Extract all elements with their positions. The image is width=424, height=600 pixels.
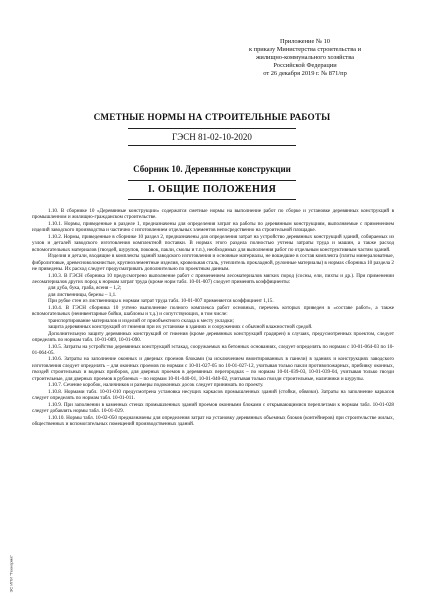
paragraph: 1.10.5. Затраты на устройство деревянных конструкций эстакад, сооружаемых на бетонных основаниях, следует определять по нормам с 10-01-064-03 по 10-01-064-05. (32, 343, 394, 356)
paragraph: защита деревянных конструкций от гниения при их установке в зданиях и сооружениях с обычной влажностной средой. (48, 324, 313, 331)
paragraph: для дуба, бука, граба, ясеня – 1,2; (48, 285, 122, 292)
appendix-line: жилищно-коммунального хозяйства (256, 54, 354, 61)
section-rule-top (128, 180, 296, 181)
section-rule-bottom (128, 199, 296, 200)
side-watermark (7, 546, 15, 594)
paragraph: 1.10.2. Нормы, приведенные в сборнике 10 раздел 2, предназначены для определения затрат на устройство деревянных конструкций зданий, собираемых из узлов и деталей заводского изготовления комплектной поставки. В нормах этого раздела полностью учтены затраты труда и машин, а также расход вспомогательных материалов (гвоздей, шурупов, поковок, пакли, смолы и т.п.), необходимых для выполнения работ по отдельным конструктивным частям зданий. (32, 233, 394, 253)
paragraph: 1.10.8. Нормами табл. 10-01-010 предусмотрена установка несущих каркасов промышленных зданий (стойки, обвязки). Затраты на заполнение каркасов следует определять по нормам табл. 10-01-011. (32, 388, 394, 402)
appendix-line: от 26 декабря 2019 г. № 871/пр (263, 70, 347, 77)
appendix-block (220, 38, 390, 78)
paragraph: Изделия и детали, входящие в комплекты зданий заводского изготовления и основные материалы, не вошедшие в состав комплекта (плиты минераловатные, фибролитовые, древесноволокнистые, крупноэлементные изделия, кровельная сталь, утеплитель прокладной, рулонные материалы) в нормах сборника 10 раздела 2 не приведены. Их расход следует предусматривать дополнительно по проектным данным. (32, 253, 394, 273)
paragraph: При рубке стен из лиственницы к нормам затрат труда табл. 10-01-007 применяется коэффициент 1,15. (48, 298, 274, 305)
code-rule-bottom (128, 145, 296, 146)
paragraph: 1.10. В сборнике 10 «Деревянные конструкции» содержатся сметные нормы на выполнение работ по сборке и установке деревянных конструкций в промышленном и жилищно-гражданском строительстве. (32, 208, 394, 221)
paragraph: 1.10.7. Сечение коробок, наличников и размеры подоконных досок следует принимать по проекту. (48, 382, 264, 389)
paragraph: транспортирование материалов и изделий от приобъектного склада к месту укладки; (48, 317, 234, 324)
paragraph: Дополнительную защиту деревянных конструкций от гниения (кроме деревянных конструкций градирен) в случаях, предусмотренных проектом, следует определять по нормам табл. 10-01-089, 10-01-090. (32, 330, 394, 344)
appendix-line: к приказу Министерства строительства и (248, 46, 362, 53)
document-body (32, 208, 394, 427)
paragraph: 1.10.10. Нормы табл. 10-02-050 предназначены для определения затрат на установку деревянных объемных блоков (контейнеров) при строительстве жилых, общественных и вспомогательных помещений производственных зданий. (32, 414, 394, 427)
paragraph: 1.10.6. Затраты на заполнение оконных и дверных проемов блоками (за исключением вмонтированных в панели) в зданиях и конструкциях заводского изготовления следует определять – для оконных проемов по нормам с 10-01-027-05 по 10-01-027-12, учитывая только пакли противопожарных, прибивку оконных, гвоздей строительных и водных приборов, для дверных проемов в деревянных перегородках – по нормам 10-01-039-03, 10-01-039-04, учитывая только гвозди строительные, для дверных проемов в рубленых – по нормам 10-01-040-01, 10-01-040-02, учитывая только гвозди строительные, наличники и шурупы. (32, 356, 394, 382)
section-heading: I. ОБЩИЕ ПОЛОЖЕНИЯ (147, 184, 277, 195)
side-watermark-text: ЭС ИПИ "Технорма" (8, 555, 14, 593)
document-title: СМЕТНЫЕ НОРМЫ НА СТРОИТЕЛЬНЫЕ РАБОТЫ (93, 112, 331, 122)
collection-title: Сборник 10. Деревянные конструкции (133, 164, 291, 174)
appendix-line: Российской Федерации (273, 62, 337, 69)
paragraph: 1.10.1. Нормы, приведенные в разделе 1, предназначены для определения затрат на работы по деревянным конструкциям, выполняемые с применением изделий заводского производства и частично с изготовлением отдельных элементов непосредственно на строительной площадке. (32, 220, 394, 234)
paragraph: 1.10.9. При заполнении в каменных стенах промышленных зданий проемов оконными блоками с открывающимися переплетами к нормам табл. 10-01-028 следует добавлять нормы табл. 10-01-029. (32, 401, 394, 415)
document-code: ГЭСН 81-02-10-2020 (172, 132, 252, 142)
appendix-line: Приложение № 10 (280, 38, 330, 45)
paragraph: 1.10.3. В ГЭСН сборника 10 предусмотрено выполнение работ с применением лесоматериалов мягких пород (сосны, ели, пихты и др.). При применении лесоматериалов других пород к нормам затрат труда (кроме норм табл. 10-01-007) следует применять коэффициенты: (32, 272, 394, 285)
paragraph: для лиственницы, березы – 1,1. (48, 291, 117, 298)
code-rule-top (128, 128, 296, 129)
paragraph: 1.10.4. В ГЭСН сборника 10 учтено выполнение полного комплекса работ основных, перечень которых приведен в «составе работ», а также вспомогательных (неинвентарные бойки, шаблоны и т.д.) и сопутствующих, в том числе: (32, 304, 394, 318)
